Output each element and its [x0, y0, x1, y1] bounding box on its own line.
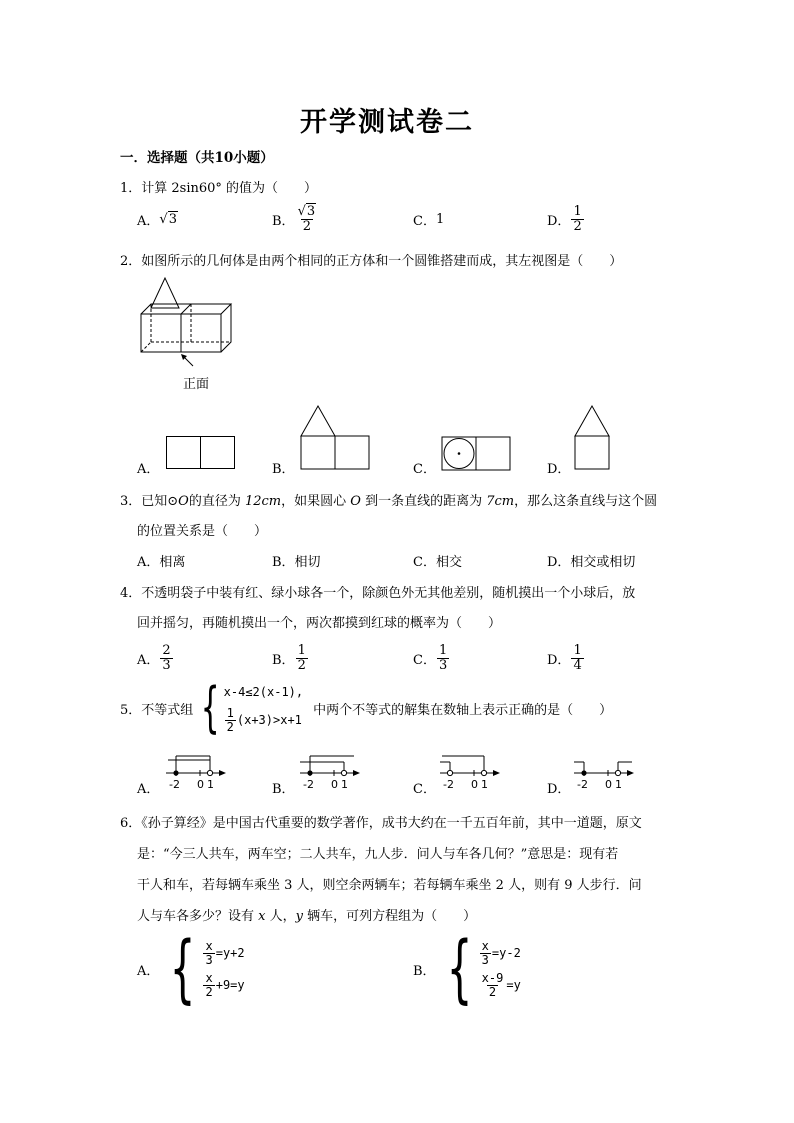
q3-option-c[interactable]: C．相交: [413, 555, 462, 570]
q5-option-b-numberline[interactable]: [296, 752, 366, 790]
q1-option-d[interactable]: [547, 203, 585, 235]
option-label: B．: [272, 652, 295, 668]
option-label: A．: [137, 963, 160, 979]
tick-label: 1: [207, 778, 214, 791]
q4-option-a[interactable]: [137, 641, 174, 675]
option-value: 1: [435, 211, 445, 227]
q2-option-c-figure[interactable]: [441, 436, 513, 472]
tick-label: 0: [197, 778, 204, 791]
question-4-line1: 4．不透明袋子中装有红、绿小球各一个，除颜色外无其他差别，随机摸出一个小球后，放: [120, 586, 636, 601]
tick-label: 0: [331, 778, 338, 791]
tick-label: 1: [615, 778, 622, 791]
q2-option-c-label[interactable]: C．: [413, 462, 436, 477]
equation-system: { $\frac{x}{3}$ =y+2 $\frac{x}{2}$ +9=y: [169, 926, 245, 1012]
q4-option-c[interactable]: [413, 641, 450, 675]
fraction: $\frac{1}{4}$: [573, 642, 582, 673]
geometry-solid-figure: [135, 276, 235, 356]
q1-option-b[interactable]: [272, 203, 319, 235]
question-6-line2: 是：“今三人共车，两车空；二人共车，九人步．问人与车各几何？”意思是：现有若: [137, 847, 619, 862]
question-5-stem: 5．不等式组 { x-4≤2(x-1), $\frac{1}{2}$ (x+3)>x+1 中两个不等式的解集在数轴上表示正确的是（ ）: [120, 676, 613, 739]
tick-label: 1: [481, 778, 488, 791]
option-label: A．: [137, 213, 160, 229]
q5-option-d-label[interactable]: D．: [547, 782, 571, 797]
question-6-line4: 人与车各多少？设有 x 人，y 辆车，可列方程组为（ ）: [137, 909, 477, 924]
q1-option-a[interactable]: [137, 203, 178, 235]
option-label: A．: [137, 652, 160, 668]
q2-option-d-label[interactable]: D．: [547, 462, 571, 477]
q5-option-d-numberline[interactable]: [570, 752, 640, 790]
option-label: C．: [413, 213, 436, 229]
q5-option-a-numberline[interactable]: [160, 752, 230, 790]
q2-option-a-figure[interactable]: [166, 436, 236, 470]
tick-label: -2: [577, 778, 588, 791]
question-3-line1: 3．已知⊙O的直径为 12cm，如果圆心 O 到一条直线的距离为 7cm，那么这条直线与这个圆: [120, 494, 658, 509]
q2-option-b-figure[interactable]: [300, 405, 372, 471]
inequality-system: { x-4≤2(x-1), $\frac{1}{2}$ (x+3)>x+1: [201, 676, 304, 739]
section-heading: 一．选择题（共10小题）: [120, 150, 274, 166]
question-1-stem: 1．计算 2sin60° 的值为（ ）: [120, 181, 318, 196]
tick-label: -2: [169, 778, 180, 791]
fraction: $\frac{2}{3}$: [162, 642, 171, 673]
option-label: B．: [272, 213, 295, 229]
option-label: C．: [413, 652, 436, 668]
q5-option-b-label[interactable]: B．: [272, 782, 295, 797]
equation-system: { $\frac{x}{3}$ =y-2 $\frac{x-9}{2}$ =y: [446, 926, 521, 1012]
question-4-line2: 回并摇匀，再随机摸出一个，两次都摸到红球的概率为（ ）: [137, 616, 502, 631]
tick-label: 0: [605, 778, 612, 791]
q4-option-d[interactable]: [547, 641, 585, 675]
tick-label: 1: [341, 778, 348, 791]
q2-option-a-label[interactable]: A．: [137, 462, 160, 477]
question-6-line3: 干人和车，若每辆车乘坐 3 人，则空余两辆车；若每辆车乘坐 2 人，则有 9 人步行．问: [137, 878, 642, 893]
fraction: $\frac{1}{2}$: [573, 203, 582, 234]
q6-option-a[interactable]: [137, 926, 245, 1012]
question-6-line1: 6．《孙子算经》是中国古代重要的数学著作，成书大约在一千五百年前，其中一道题，原文: [120, 816, 642, 831]
option-label: D．: [547, 213, 571, 229]
tick-label: 0: [471, 778, 478, 791]
q5-option-a-label[interactable]: A．: [137, 782, 160, 797]
q6-option-b[interactable]: [413, 926, 521, 1012]
q3-option-b[interactable]: B．相切: [272, 555, 321, 570]
question-3-line2: 的位置关系是（ ）: [137, 524, 268, 539]
fraction: $\frac{1}{3}$: [438, 642, 448, 673]
question-2-stem: 2．如图所示的几何体是由两个相同的正方体和一个圆锥搭建而成，其左视图是（ ）: [120, 254, 623, 269]
q3-option-a[interactable]: A．相离: [137, 555, 186, 570]
sqrt-expression: √3: [159, 211, 177, 227]
tick-label: -2: [303, 778, 314, 791]
q3-option-d[interactable]: D．相交或相切: [547, 555, 636, 570]
fraction: $\frac{√3}{2}$: [297, 203, 316, 234]
front-view-label: 正面: [183, 377, 210, 392]
q2-option-b-label[interactable]: B．: [272, 462, 295, 477]
option-label: D．: [547, 652, 571, 668]
option-label: B．: [413, 963, 436, 979]
q4-option-b[interactable]: [272, 641, 309, 675]
page-title: 开学测试卷二: [300, 107, 474, 138]
q2-option-d-figure[interactable]: [574, 405, 614, 471]
q1-option-c[interactable]: [413, 203, 444, 235]
q5-option-c-label[interactable]: C．: [413, 782, 436, 797]
q5-option-c-numberline[interactable]: [436, 752, 506, 790]
tick-label: -2: [443, 778, 454, 791]
fraction: $\frac{1}{2}$: [297, 642, 306, 673]
